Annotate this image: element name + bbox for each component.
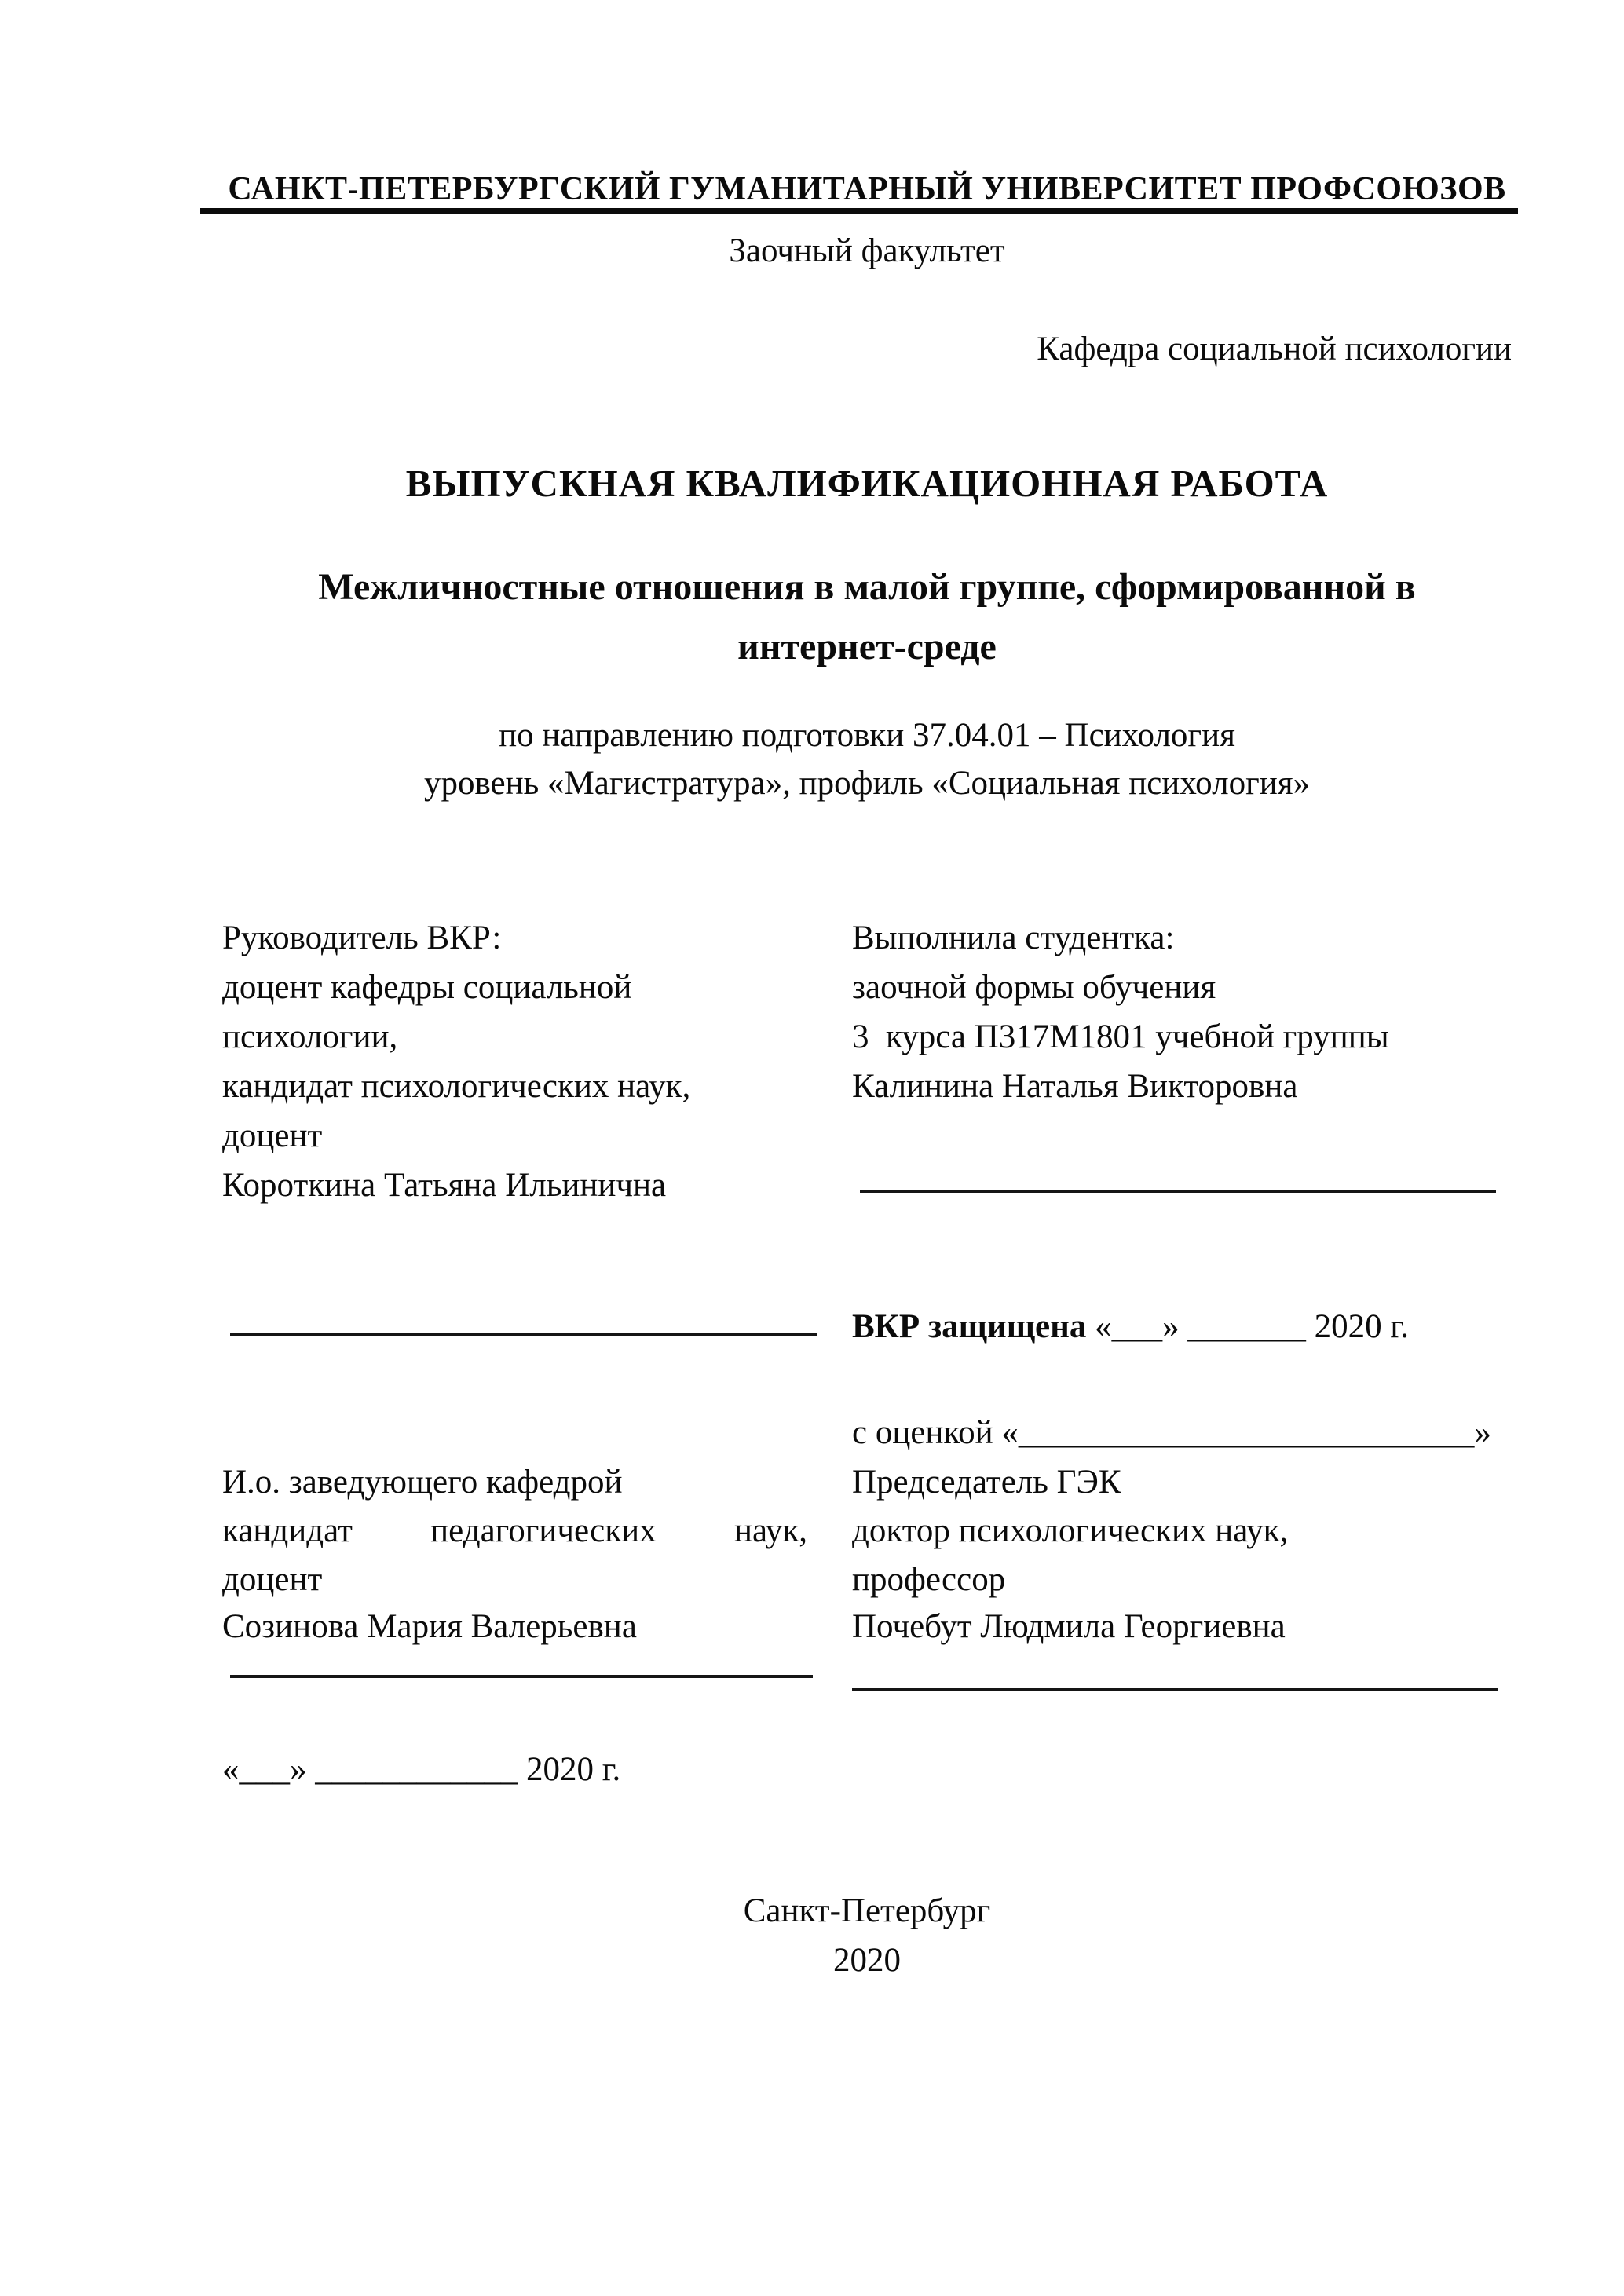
defense-date-blank: «___» _______ 2020 г. bbox=[1095, 1308, 1409, 1345]
program-direction: по направлению подготовки 37.04.01 – Психология bbox=[499, 717, 1235, 754]
head-line-1: И.о. заведующего кафедрой bbox=[222, 1464, 623, 1501]
program-level-profile: уровень «Магистратура», профиль «Социальная психология» bbox=[423, 765, 1310, 802]
supervisor-line-1: доцент кафедры социальной bbox=[222, 969, 632, 1006]
student-name: Калинина Наталья Викторовна bbox=[852, 1068, 1298, 1105]
committee-line-1: Председатель ГЭК bbox=[852, 1464, 1121, 1501]
student-line-2: 3 курса П317М1801 учебной группы bbox=[852, 1018, 1389, 1055]
supervisor-heading: Руководитель ВКР: bbox=[222, 919, 502, 956]
defense-date-line bbox=[852, 1302, 1500, 1351]
committee-line-3: профессор bbox=[852, 1561, 1006, 1598]
head-signature-line bbox=[230, 1675, 813, 1678]
supervisor-line-3: кандидат психологических наук, bbox=[222, 1068, 691, 1105]
student-heading: Выполнила студентка: bbox=[852, 919, 1175, 956]
student-line-1: заочной формы обучения bbox=[852, 969, 1216, 1006]
thesis-title-line-1: Межличностные отношения в малой группе, сформированной в bbox=[318, 566, 1416, 608]
work-type-heading: ВЫПУСКНАЯ КВАЛИФИКАЦИОННАЯ РАБОТА bbox=[405, 462, 1329, 505]
defense-prefix: ВКР защищена bbox=[852, 1308, 1087, 1345]
header-rule bbox=[200, 208, 1518, 214]
program-info bbox=[222, 711, 1512, 807]
faculty-name: Заочный факультет bbox=[729, 232, 1005, 269]
thesis-title bbox=[222, 558, 1512, 677]
footer-city: Санкт-Петербург bbox=[743, 1892, 991, 1929]
footer-year: 2020 bbox=[833, 1942, 901, 1979]
committee-name: Почебут Людмила Георгиевна bbox=[852, 1608, 1286, 1645]
head-name: Созинова Мария Валерьевна bbox=[222, 1608, 637, 1645]
head-line-3: доцент bbox=[222, 1561, 323, 1598]
university-name: САНКТ-ПЕТЕРБУРГСКИЙ ГУМАНИТАРНЫЙ УНИВЕРСИТЕТ ПРОФСОЮЗОВ bbox=[228, 171, 1506, 207]
defense-grade-line: с оценкой «___________________________» bbox=[852, 1414, 1491, 1451]
head-date-line: «___» ____________ 2020 г. bbox=[222, 1751, 621, 1788]
head-line-2: кандидат педагогических наук, bbox=[222, 1512, 807, 1549]
supervisor-signature-line bbox=[230, 1333, 817, 1336]
supervisor-line-4: доцент bbox=[222, 1117, 323, 1154]
student-signature-line bbox=[860, 1190, 1496, 1193]
thesis-title-line-2: интернет-среде bbox=[737, 626, 997, 667]
supervisor-name: Короткина Татьяна Ильинична bbox=[222, 1167, 667, 1204]
committee-signature-line bbox=[852, 1688, 1498, 1691]
committee-line-2: доктор психологических наук, bbox=[852, 1512, 1289, 1549]
supervisor-line-2: психологии, bbox=[222, 1018, 398, 1055]
department-name: Кафедра социальной психологии bbox=[1037, 331, 1512, 367]
